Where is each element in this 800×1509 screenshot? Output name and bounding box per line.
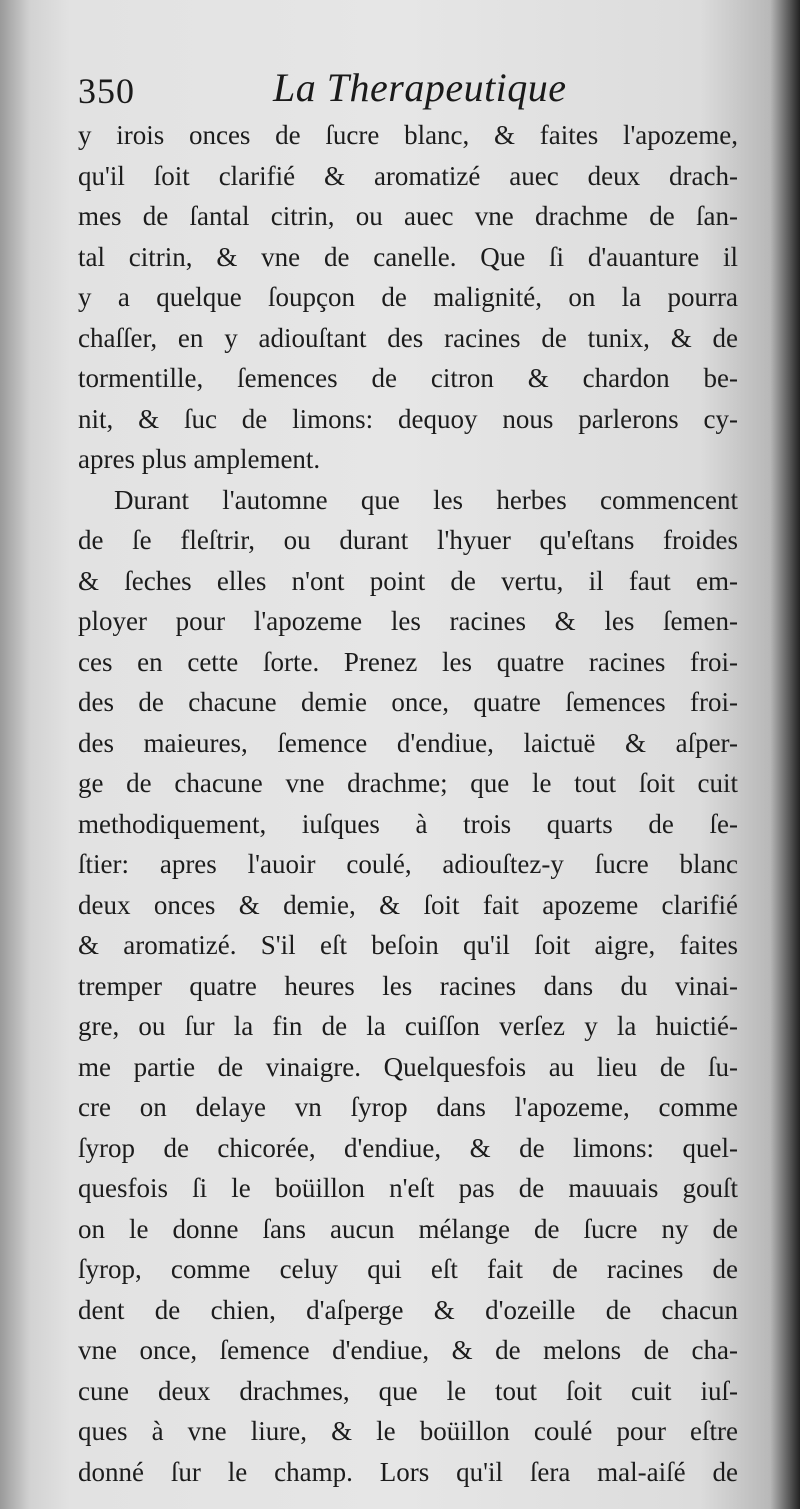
text-line: tormentille, ſemences de citron & chardon be- (78, 363, 738, 393)
text-line: qu'il ſoit clarifié & aromatizé auec deux drach- (78, 160, 738, 191)
text-line: ſyrop, comme celuy qui eſt fait de racines de (78, 1254, 738, 1284)
text-line: & aromatizé. S'il eſt beſoin qu'il ſoit aigre, faites (78, 930, 738, 960)
text-line: de ſe fleſtrir, ou durant l'hyuer qu'eſtans froides (78, 525, 738, 555)
text-line: ques à vne liure, & le boüillon coulé pour eſtre (78, 1416, 738, 1446)
text-line: nit, & ſuc de limons: dequoy nous parlerons cy- (78, 403, 738, 434)
text-line: des maieures, ſemence d'endiue, laictuë & aſper- (78, 727, 738, 758)
text-line: mes de ſantal citrin, ou auec vne drachme de ſan- (78, 201, 738, 231)
page-header (78, 62, 738, 112)
text-line: y a quelque ſoupçon de malignité, on la pourra (78, 282, 738, 312)
text-line: cune deux drachmes, que le tout ſoit cuit iuſ- (78, 1375, 738, 1406)
text-line: quesfois ſi le boüillon n'eſt pas de mauuais gouſt (78, 1173, 738, 1203)
text-line: & ſeches elles n'ont point de vertu, il faut em- (78, 565, 738, 596)
text-line: ge de chacune vne drachme; que le tout ſoit cuit (78, 768, 738, 798)
text-line: gre, ou ſur la fin de la cuiſſon verſez y la huictié- (78, 1011, 738, 1041)
text-line: ces en cette ſorte. Prenez les quatre racines froi- (78, 646, 738, 677)
text-line: tal citrin, & vne de canelle. Que ſi d'auanture il (78, 241, 738, 272)
text-line: Durant l'automne que les herbes commencent (114, 484, 738, 515)
text-line: apres plus amplement. (78, 444, 321, 474)
body-text (78, 115, 738, 1492)
text-line: vne once, ſemence d'endiue, & de melons de cha- (78, 1335, 738, 1365)
running-title: La Therapeutique (273, 65, 567, 110)
text-line: chaſſer, en y adiouſtant des racines de tunix, & de (78, 322, 738, 353)
text-line: me partie de vinaigre. Quelquesfois au lieu de ſu- (78, 1051, 738, 1082)
text-line: des de chacune demie once, quatre ſemences froi- (78, 687, 738, 717)
text-line: tremper quatre heures les racines dans du vinai- (78, 970, 738, 1001)
text-line: dent de chien, d'aſperge & d'ozeille de chacun (78, 1294, 738, 1325)
text-line: methodiquement, iuſques à trois quarts de ſe- (78, 808, 738, 839)
text-line: ſtier: apres l'auoir coulé, adiouſtez-y ſucre blanc (78, 849, 738, 879)
text-line: ployer pour l'apozeme les racines & les ſemen- (78, 606, 738, 636)
text-line: cre on delaye vn ſyrop dans l'apozeme, comme (78, 1092, 738, 1122)
text-line: y irois onces de ſucre blanc, & faites l'apozeme, (78, 120, 738, 150)
text-line: donné ſur le champ. Lors qu'il ſera mal-aiſé de (78, 1456, 738, 1487)
text-line: deux onces & demie, & ſoit fait apozeme clarifié (78, 889, 738, 920)
text-line: on le donne ſans aucun mélange de ſucre ny de (78, 1213, 738, 1244)
text-line: ſyrop de chicorée, d'endiue, & de limons: quel- (78, 1132, 738, 1163)
page-number: 350 (78, 71, 135, 111)
